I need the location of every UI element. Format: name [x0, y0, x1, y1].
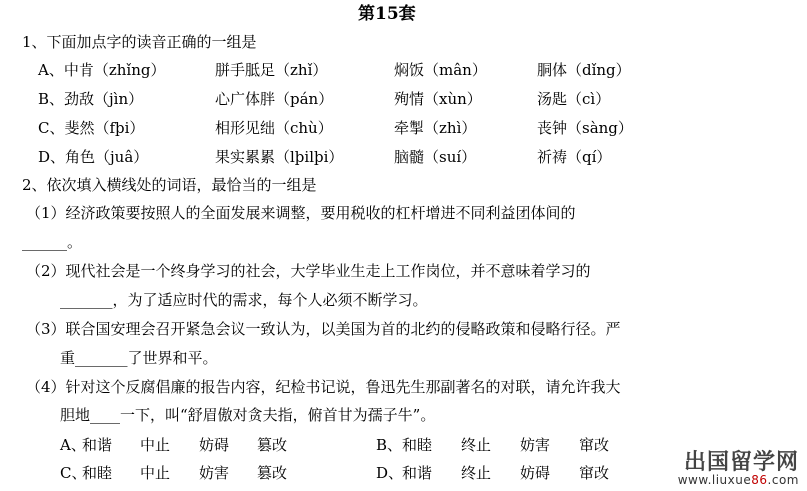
q2-option-a-word-3: 妨碍	[199, 436, 230, 454]
question-2-stem: 2、依次填入横线处的词语，最恰当的一组是	[22, 176, 317, 194]
q1-option-a-item-2: 胼手胝足（zhǐ）	[215, 61, 328, 79]
q2-option-d-word-2: 终止	[461, 464, 492, 482]
q2-option-d-word-3: 妨碍	[520, 464, 551, 482]
q2-item-2-line-2: _______，为了适应时代的需求，每个人必须不断学习。	[60, 291, 428, 309]
q1-option-b-item-1: B、劲敌（jìn）	[38, 90, 144, 108]
q1-option-d-item-2: 果实累累（lþilþi）	[215, 148, 344, 166]
q2-option-d-word-4: 窜改	[579, 464, 610, 482]
q1-option-a-item-4: 胴体（dǐng）	[537, 61, 631, 79]
q1-option-a-item-3: 焖饭（mân）	[394, 61, 487, 79]
q2-option-a-word-4: 篡改	[257, 436, 288, 454]
q1-option-b-item-4: 汤匙（cì）	[537, 90, 611, 108]
q1-option-b-item-3: 殉情（xùn）	[394, 90, 482, 108]
watermark-url	[678, 474, 799, 487]
q2-item-2-line-1: （2）现代社会是一个终身学习的社会，大学毕业生走上工作岗位，并不意味着学习的	[26, 262, 591, 280]
question-1-stem: 1、下面加点字的读音正确的一组是	[22, 33, 257, 51]
q2-item-1-line-2: ______。	[22, 233, 83, 251]
q2-option-b-word-4: 窜改	[579, 436, 610, 454]
watermark-url-prefix: www.liuxue	[677, 472, 752, 487]
q2-item-3-line-2: 重_______了世界和平。	[60, 349, 218, 367]
q2-option-c-word-2: 中止	[140, 464, 171, 482]
site-watermark	[678, 451, 799, 487]
q2-option-b-word-1: 和睦	[402, 436, 433, 454]
q2-option-d-word-1: 和谐	[402, 464, 433, 482]
q1-option-b-item-2: 心广体胖（pán）	[215, 90, 334, 108]
q2-item-4-line-2: 胆地____一下，叫“舒眉傲对贪夫指，俯首甘为孺子牛”。	[60, 406, 436, 424]
q2-option-b-word-3: 妨害	[520, 436, 551, 454]
q2-option-c-letter: C、	[60, 464, 87, 482]
watermark-site-name: 出国留学网	[683, 449, 799, 475]
page-title: 第15套	[358, 4, 416, 24]
q2-item-1-line-1: （1）经济政策要按照人的全面发展来调整，要用税收的杠杆增进不同利益团体间的	[26, 204, 576, 222]
watermark-url-highlight: 86	[751, 472, 768, 487]
q1-option-d-item-4: 祈祷（qí）	[537, 148, 612, 166]
q2-option-b-letter: B、	[376, 436, 403, 454]
q2-item-3-line-1: （3）联合国安理会召开紧急会议一致认为，以美国为首的北约的侵略政策和侵略行径。严	[26, 320, 621, 338]
q2-option-c-word-1: 和睦	[82, 464, 113, 482]
q1-option-c-item-3: 牵掣（zhì）	[394, 119, 477, 137]
q2-option-d-letter: D、	[376, 464, 404, 482]
q1-option-d-item-1: D、角色（juâ）	[38, 148, 149, 166]
q2-option-c-word-4: 篡改	[257, 464, 288, 482]
q2-option-b-word-2: 终止	[461, 436, 492, 454]
q1-option-a-item-1: A、中肯（zhǐng）	[38, 61, 166, 79]
q2-option-a-word-2: 中止	[140, 436, 171, 454]
q1-option-c-item-2: 相形见绌（chù）	[215, 119, 333, 137]
q2-option-a-letter: A、	[60, 436, 86, 454]
watermark-url-suffix: .com	[767, 472, 799, 487]
q1-option-c-item-1: C、斐然（fþi）	[38, 119, 145, 137]
q2-option-c-word-3: 妨害	[199, 464, 230, 482]
q2-option-a-word-1: 和谐	[82, 436, 113, 454]
q1-option-c-item-4: 丧钟（sàng）	[537, 119, 633, 137]
q2-item-4-line-1: （4）针对这个反腐倡廉的报告内容，纪检书记说，鲁迅先生那副著名的对联，请允许我大	[26, 378, 621, 396]
q1-option-d-item-3: 脑髓（suí）	[394, 148, 477, 166]
